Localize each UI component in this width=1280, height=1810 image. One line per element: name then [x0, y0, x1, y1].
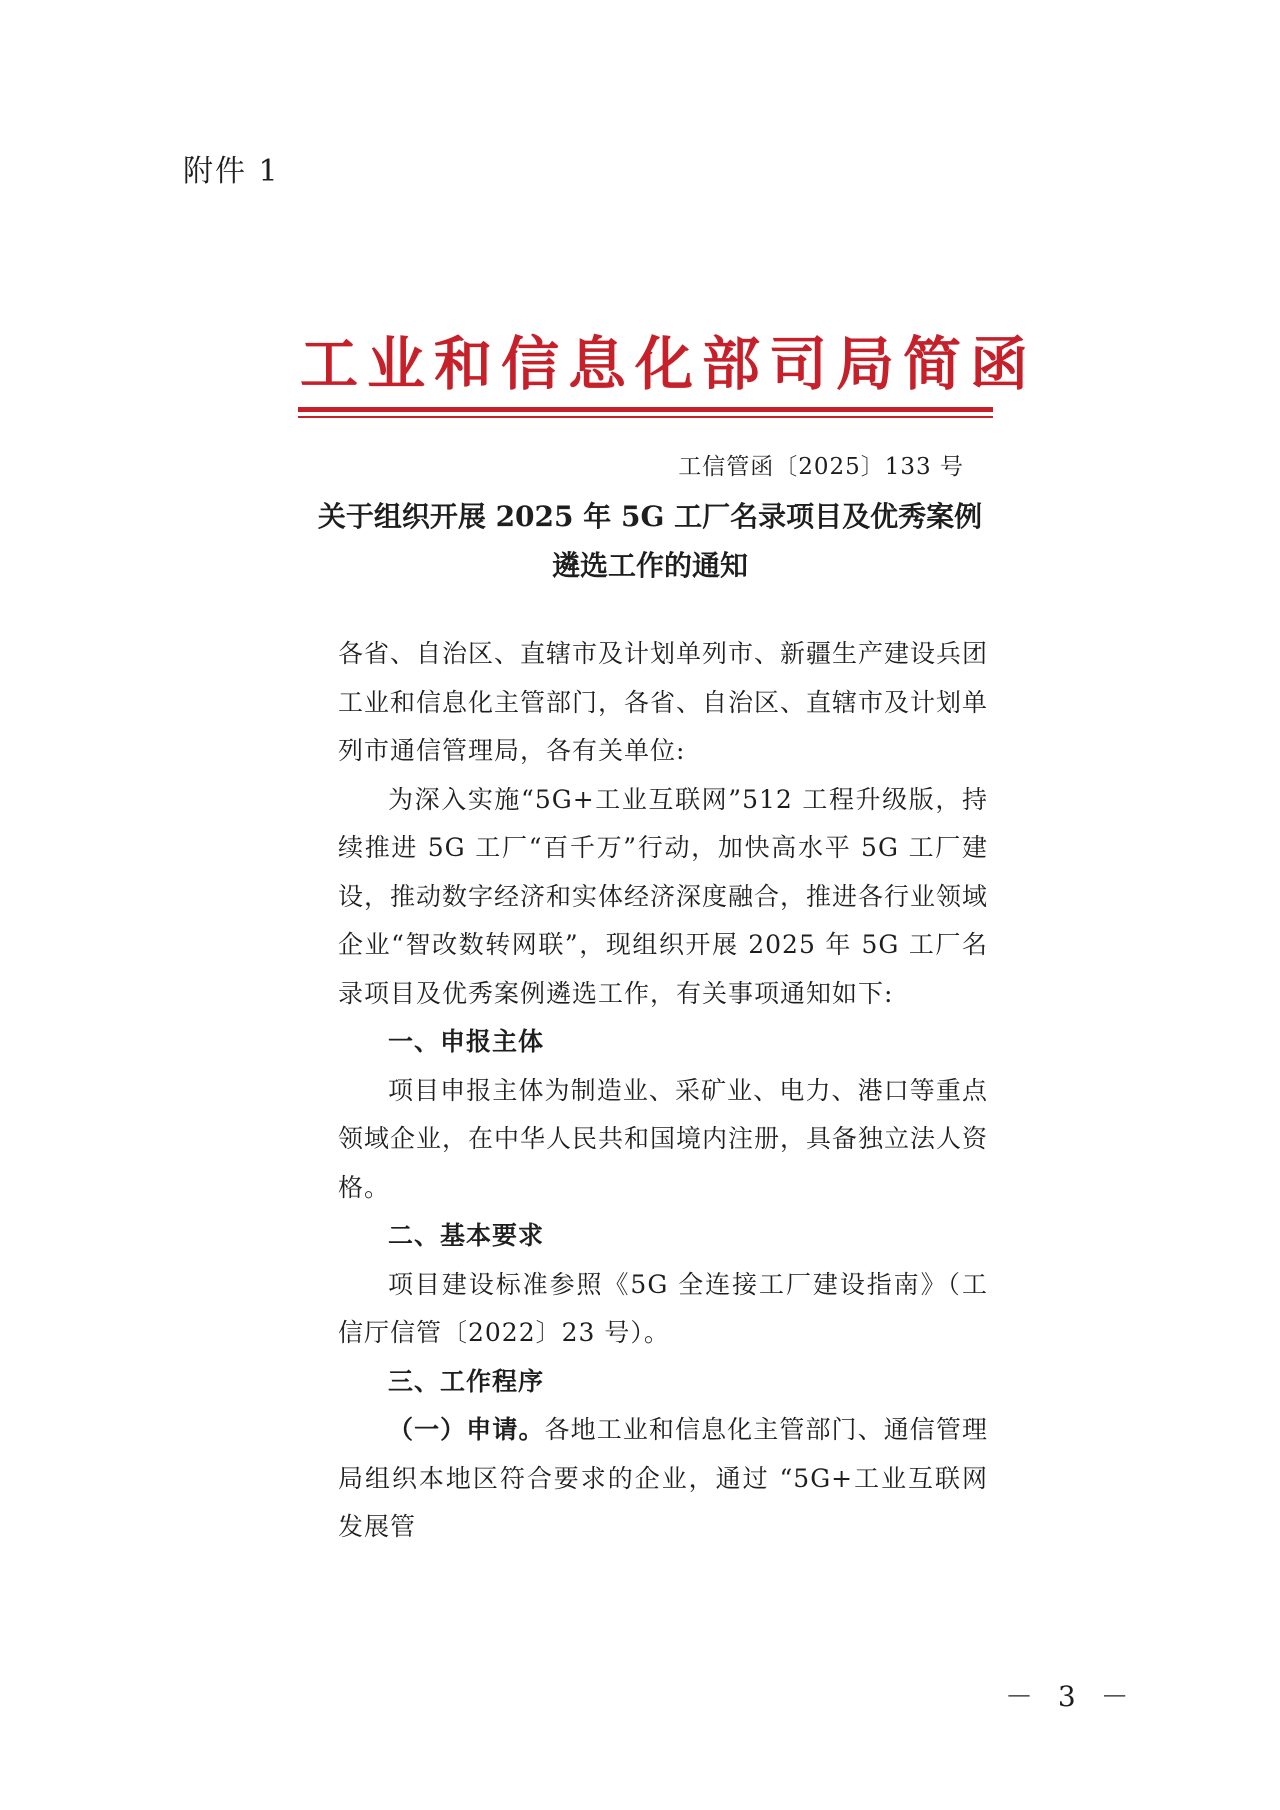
section-heading-applicant: 一、申报主体	[388, 1027, 545, 1056]
section-heading-requirements: 二、基本要求	[388, 1221, 545, 1250]
masthead-title: 工业和信息化部司局简函	[300, 330, 1038, 398]
document-number: 工信管函〔2025〕133 号	[678, 454, 964, 480]
masthead-rule-thick	[298, 407, 993, 412]
intro-paragraph: 为深入实施“5G+工业互联网”512 工程升级版，持续推进 5G 工厂“百千万”行动，加快高水平 5G 工厂建设，推动数字经济和实体经济深度融合，推进各行业领域企业“智改数转网联”，现组织开展 2025 年 5G 工厂名录项目及优秀案例遴选工作，有关事项通知如下:	[338, 784, 989, 1008]
addressee-paragraph: 各省、自治区、直辖市及计划单列市、新疆生产建设兵团工业和信息化主管部门，各省、自治区、直辖市及计划单列市通信管理局，各有关单位:	[338, 639, 989, 765]
notice-title-line-2: 遴选工作的通知	[551, 549, 748, 582]
procedure-step-lead: （一）申请。	[388, 1415, 545, 1444]
page-number: － 3 －	[1005, 1680, 1137, 1713]
notice-title-line-1: 关于组织开展 2025 年 5G 工厂名录项目及优秀案例	[317, 500, 983, 533]
section-text-procedure	[338, 1406, 988, 1552]
masthead-rule-thin	[298, 416, 993, 418]
notice-title	[300, 492, 1000, 590]
attachment-label: 附件 1	[183, 154, 280, 189]
section-text-applicant: 项目申报主体为制造业、采矿业、电力、港口等重点领域企业，在中华人民共和国境内注册，具备独立法人资格。	[338, 1075, 989, 1202]
section-text-requirements: 项目建设标准参照《5G 全连接工厂建设指南》（工信厅信管〔2022〕23 号）。	[338, 1269, 988, 1347]
document-body	[338, 630, 988, 1552]
section-heading-procedure: 三、工作程序	[388, 1366, 545, 1396]
procedure-step-text: 各地工业和信息化主管部门、通信管理局组织本地区符合要求的企业，通过 “5G+工业互联网发展管	[338, 1415, 988, 1541]
